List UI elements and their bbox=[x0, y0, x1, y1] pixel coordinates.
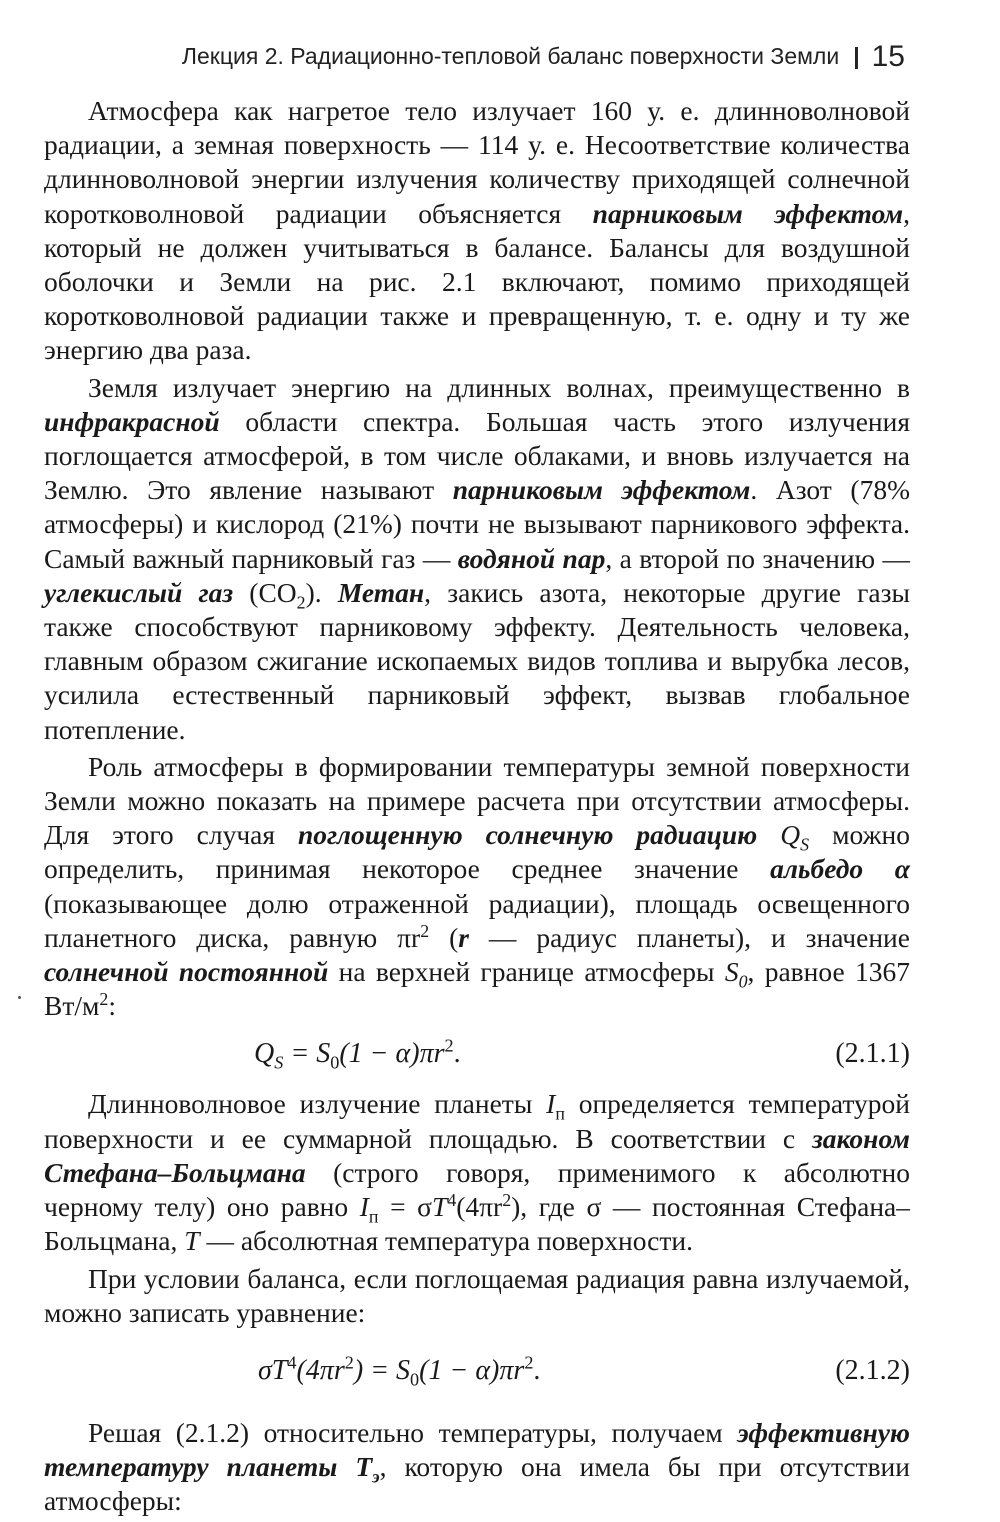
term-infrared: инфракрасной bbox=[44, 405, 220, 437]
superscript: 2 bbox=[344, 1352, 354, 1373]
text-run: Решая (2.1.2) относительно температуры, получаем bbox=[88, 1416, 738, 1448]
superscript: 4 bbox=[447, 1189, 457, 1210]
text-run: : bbox=[108, 990, 116, 1022]
text-run: определяется температурой поверхности и ее суммарной площадью. В соответствии с bbox=[44, 1088, 910, 1154]
subscript: э bbox=[372, 1466, 380, 1487]
text-run: ), где σ — постоянная Стефана–Больцмана, bbox=[44, 1191, 910, 1257]
subscript: 0 bbox=[738, 971, 748, 992]
formula-run: (4πr bbox=[296, 1354, 345, 1386]
text-run: Земля излучает энергию на длинных волнах, преимущественно в bbox=[88, 371, 910, 403]
formula-run: ) = S bbox=[353, 1354, 411, 1386]
header-separator: | bbox=[853, 43, 860, 69]
text-run: ). bbox=[305, 576, 338, 608]
text-run: Атмосфера как нагретое тело излучает 160 у. е. длинноволновой радиации, а земная поверхность — 114 у. е. Несоответствие количества длинноволновой энергии излучения количеству приходящей солнечной коротковолновой радиации объясняется bbox=[44, 95, 910, 229]
variable: I bbox=[546, 1088, 556, 1120]
equation-2-1-2 bbox=[44, 1334, 910, 1414]
variable: Q bbox=[254, 1038, 275, 1070]
equation-2-1-1 bbox=[44, 1027, 910, 1085]
superscript: 2 bbox=[99, 989, 109, 1010]
variable: I bbox=[359, 1191, 369, 1223]
text-run: , закись азота, некоторые другие газы также способствуют парниковому эффекту. Деятельность человека, главным образом сжигание ископаемых видов топлива и вырубка лесов, усилила естественный парниковый эффект, вызвав глобальное потепление. bbox=[44, 576, 910, 745]
subscript: 0 bbox=[410, 1369, 420, 1390]
text-run: Роль атмосферы в формировании температуры земной поверхности Земли можно показать на примере расчета при отсутствии атмосферы. Для этого случая bbox=[44, 750, 910, 851]
text-run: , который не должен учитываться в балансе. Балансы для воздушной оболочки и Земли на рис. 2.1 включают, помимо приходящей коротковолновой радиации также и превращенную, т. е. одну и ту же энергию два раза. bbox=[44, 197, 911, 366]
term-absorbed-radiation: поглощенную солнечную радиацию bbox=[298, 819, 758, 851]
term-methane: Метан bbox=[337, 576, 425, 608]
formula-run: σT bbox=[258, 1354, 288, 1386]
formula-run: = S bbox=[283, 1038, 331, 1070]
text-run: на верхней границе атмосферы bbox=[328, 956, 725, 988]
scan-speck bbox=[18, 996, 21, 999]
term-carbon-dioxide: углекислый газ bbox=[44, 576, 234, 608]
term-greenhouse-effect: парниковым эффектом bbox=[452, 474, 751, 506]
running-header bbox=[0, 40, 905, 74]
equation-formula bbox=[258, 1354, 540, 1388]
superscript: 2 bbox=[524, 1352, 534, 1373]
text-run: можно определить, принимая некоторое среднее значение bbox=[44, 819, 911, 885]
formula-run: (1 − α)πr bbox=[419, 1354, 525, 1386]
equation-number: (2.1.1) bbox=[835, 1038, 910, 1070]
text-run: (строго говоря, применимого к абсолютно черному телу) оно равно bbox=[44, 1156, 910, 1223]
variable: T bbox=[432, 1191, 448, 1223]
body-text bbox=[44, 94, 910, 1522]
subscript: 0 bbox=[330, 1053, 340, 1074]
variable: r bbox=[458, 921, 469, 953]
text-run: — абсолютная температура поверхности. bbox=[199, 1225, 693, 1257]
paragraph-2 bbox=[44, 371, 910, 747]
term-water-vapor: водяной пар bbox=[457, 542, 606, 574]
term-solar-constant: солнечной постоянной bbox=[44, 956, 329, 988]
text-run: ( bbox=[429, 921, 459, 953]
text-run: При условии баланса, если поглощаемая радиация равна излучаемой, можно записать уравнение: bbox=[44, 1262, 910, 1328]
paragraph-3 bbox=[44, 750, 910, 1024]
paragraph-4 bbox=[44, 1087, 910, 1258]
paragraph-6 bbox=[44, 1416, 910, 1519]
page-number: 15 bbox=[871, 40, 905, 73]
formula-run: (1 − α)πr bbox=[339, 1038, 445, 1070]
text-run: области спектра. Большая часть этого излучения поглощается атмосферой, в том числе облаками, и вновь излучается на Землю. Это явление называют bbox=[44, 405, 910, 506]
variable: Q bbox=[780, 819, 801, 851]
paragraph-1 bbox=[44, 94, 910, 368]
formula-run: . bbox=[453, 1038, 461, 1070]
term-effective-temperature: эффективную температуру планеты T bbox=[44, 1416, 910, 1483]
equation-number: (2.1.2) bbox=[835, 1354, 910, 1386]
subscript: 2 bbox=[296, 592, 306, 613]
term-stefan-boltzmann-law: законом Стефана–Больцмана bbox=[44, 1122, 910, 1188]
text-run: = σ bbox=[378, 1191, 433, 1223]
text-run: , равное 1367 Вт/м bbox=[44, 956, 911, 1022]
superscript: 2 bbox=[444, 1036, 454, 1057]
variable: T bbox=[184, 1225, 200, 1257]
text-run: (показывающее долю отраженной радиации), площадь освещенного планетного диска, равную πr bbox=[44, 887, 910, 953]
subscript: S bbox=[274, 1053, 284, 1074]
superscript: 2 bbox=[502, 1189, 512, 1210]
term-greenhouse-effect: парниковым эффектом bbox=[592, 197, 904, 229]
text-run: Длинноволновое излучение планеты bbox=[88, 1088, 547, 1120]
paragraph-5 bbox=[44, 1262, 910, 1330]
formula-run: . bbox=[533, 1354, 541, 1386]
text-run: — радиус планеты), и значение bbox=[468, 921, 910, 953]
variable: S bbox=[724, 956, 739, 988]
superscript: 2 bbox=[420, 920, 430, 941]
text-run: , которую она имела бы при отсутствии атмосферы: bbox=[44, 1451, 910, 1517]
subscript: п bbox=[368, 1206, 379, 1227]
text-run: . Азот (78% атмосферы) и кислород (21%) почти не вызывают парникового эффекта. Самый важный парниковый газ — bbox=[44, 474, 910, 574]
term-albedo: альбедо α bbox=[770, 853, 910, 885]
text-run: (4πr bbox=[456, 1191, 503, 1223]
equation-formula bbox=[254, 1036, 461, 1074]
header-title: Лекция 2. Радиационно-тепловой баланс поверхности Земли bbox=[181, 43, 840, 69]
text-run: , а второй по значению — bbox=[605, 542, 910, 574]
subscript: S bbox=[800, 834, 810, 855]
text-run: (CO bbox=[233, 576, 297, 608]
superscript: 4 bbox=[287, 1352, 297, 1373]
subscript: п bbox=[555, 1103, 565, 1124]
